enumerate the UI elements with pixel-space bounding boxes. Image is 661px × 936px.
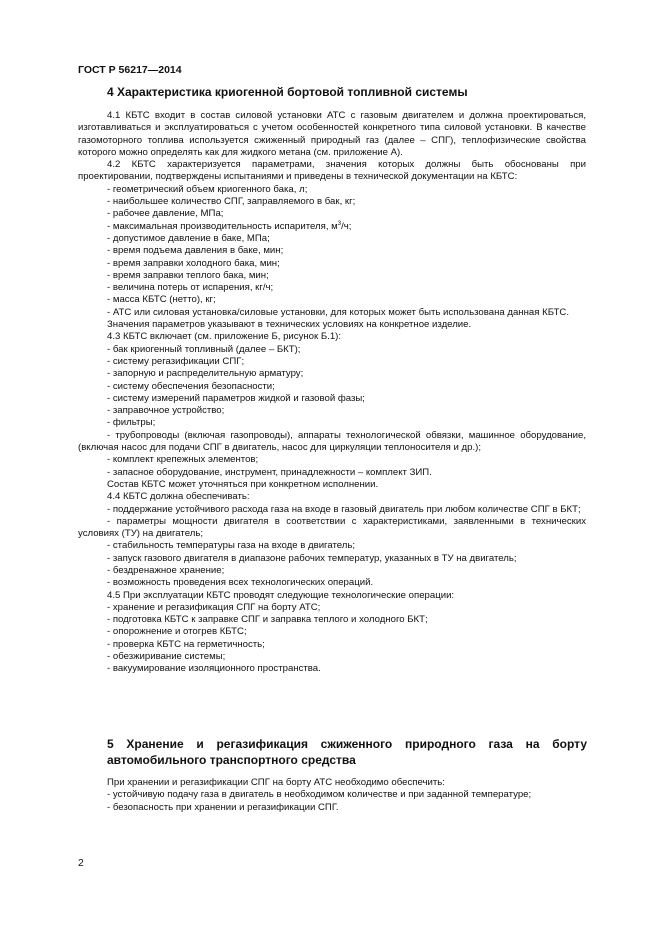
note-4-2: Значения параметров указывают в технических условиях на конкретное изделие. [107,319,472,331]
list-item-gas-flow: - поддержание устойчивого расхода газа на входе в газовый двигатель при любом количестве СПГ в БКТ; [107,503,581,515]
list-item: - стабильность температуры газа на входе в двигатель; [107,540,356,552]
document-id: ГОСТ Р 56217—2014 [78,64,182,76]
list-item: - геометрический объем криогенного бака, л; [107,183,308,195]
section-4-body [78,110,586,676]
list-item-evaporator [78,221,586,233]
list-item: - допустимое давление в баке, МПа; [107,232,270,244]
list-item: - наибольшее количество СПГ, заправляемого в бак, кг; [107,196,356,208]
list-item: - заправочное устройство; [107,405,225,417]
list-item: - систему обеспечения безопасности; [107,380,275,392]
list-item: - масса КБТС (нетто), кг; [107,294,216,306]
paragraph-4-4: 4.4 КБТС должна обеспечивать: [107,491,250,503]
section-5-intro: При хранении и регазификации СПГ на борту АТС необходимо обеспечить: [107,777,445,788]
list-item-tail: /ч; [341,220,352,232]
paragraph-4-2: 4.2 КБТС характеризуется параметрами, значения которых должны быть обоснованы при проектировании, подтверждены испытаниями и приведены в технической документации на КБТС: [78,159,586,183]
list-item: - обезжиривание системы; [107,651,226,663]
list-item: - безопасность при хранении и регазификации СПГ. [107,801,339,813]
list-item: - АТС или силовая установка/силовые установки, для которых может быть использована данная КБТС. [107,306,570,318]
section-5-body [78,777,586,814]
list-item: - бездренажное хранение; [107,564,225,576]
page-number: 2 [78,857,84,869]
superscript: 3 [337,220,342,227]
list-item: - время заправки холодного бака, мин; [107,257,280,269]
list-item: - устойчивую подачу газа в двигатель в необходимом количестве и при заданной температуре; [107,789,532,801]
list-item-text: - максимальная производительность испарителя, м [107,220,338,232]
section-4-title: 4 Характеристика криогенной бортовой топливной системы [107,85,468,99]
list-item-pipelines: - трубопроводы (включая газопроводы), аппараты технологической обвязки, машинное оборудование, (включая насос для подачи СПГ в двигатель, насос для циркуляции теплоносителя и др.); [78,429,586,454]
list-item-engine-power: - параметры мощности двигателя в соответствии с характеристиками, заявленными в технических условиях (ТУ) на двигатель; [78,515,586,540]
note-4-3: Состав КБТС может уточняться при конкретном исполнении. [107,478,379,490]
paragraph-4-5: 4.5 При эксплуатации КБТС проводят следующие технологические операции: [107,589,455,601]
list-item: - запасное оборудование, инструмент, принадлежности – комплект ЗИП. [107,466,432,478]
section-5-title: 5 Хранение и регазификация сжиженного природного газа на борту автомобильного транспортного средства [107,737,587,767]
list-item: - фильтры; [107,417,156,429]
list-item: - комплект крепежных элементов; [107,454,259,466]
list-item: - время подъема давления в баке, мин; [107,245,284,257]
list-item: - хранение и регазификация СПГ на борту АТС; [107,601,321,613]
paragraph-4-1: 4.1 КБТС входит в состав силовой установки АТС с газовым двигателем и должна проектироваться, изготавливаться и эксплуатироваться с учетом особенностей конкретного типа силовой установки. В качестве газомоторного топлива используется сжиженный природный газ (далее – СПГ), теплофизические свойства которого можно определять как для жидкого метана (см. приложение А). [78,110,586,158]
list-item: - подготовка КБТС к заправке СПГ и заправка теплого и холодного БКТ; [107,614,428,626]
list-item: - вакуумирование изоляционного пространства. [107,663,321,675]
list-item: - запуск газового двигателя в диапазоне рабочих температур, указанных в ТУ на двигатель; [107,552,517,564]
list-item: - проверка КБТС на герметичность; [107,638,265,650]
list-item: - величина потерь от испарения, кг/ч; [107,282,274,294]
list-item: - систему регазификации СПГ; [107,355,245,367]
list-item: - запорную и распределительную арматуру; [107,368,304,380]
list-item: - возможность проведения всех технологических операций. [107,577,374,589]
list-item: - рабочее давление, МПа; [107,208,224,220]
list-item: - бак криогенный топливный (далее – БКТ); [107,343,301,355]
list-item: - время заправки теплого бака, мин; [107,269,269,281]
list-item: - опорожнение и отогрев КБТС; [107,626,247,638]
paragraph-4-3: 4.3 КБТС включает (см. приложение Б, рисунок Б.1): [107,331,342,343]
list-item: - систему измерений параметров жидкой и газовой фазы; [107,392,365,404]
